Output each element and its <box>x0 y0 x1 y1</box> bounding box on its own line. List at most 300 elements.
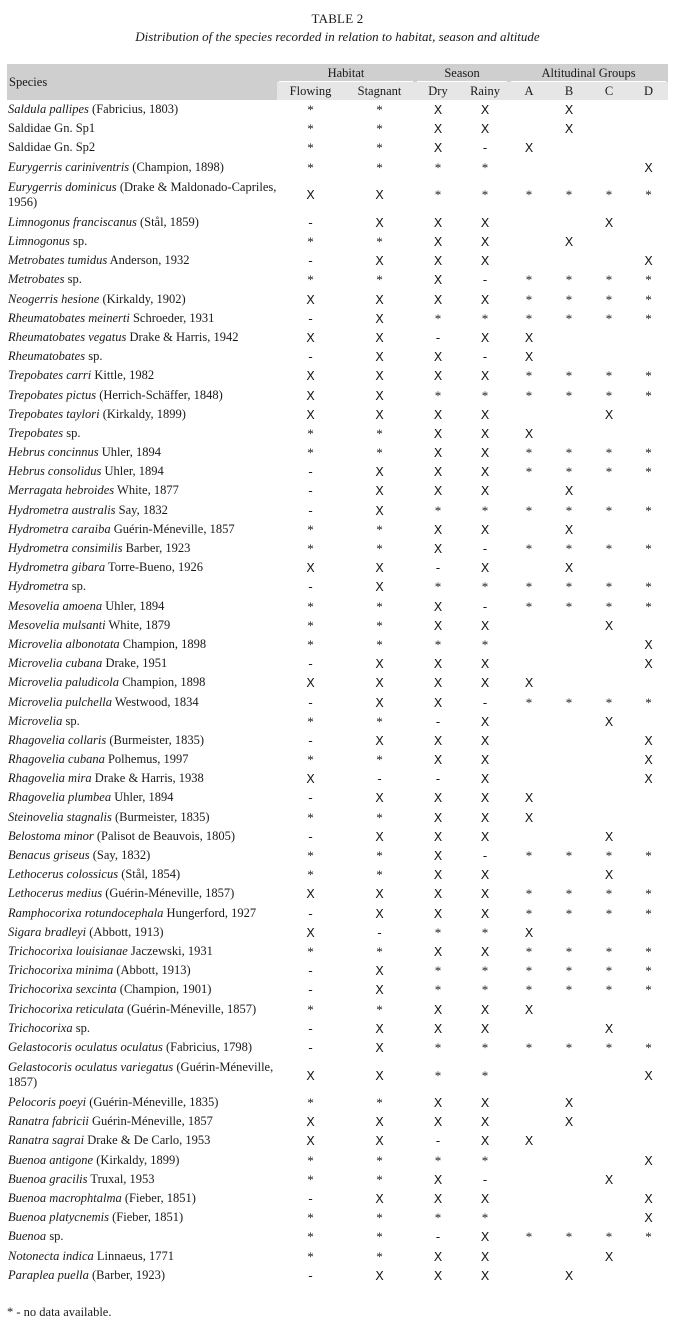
cell-rainy: * <box>481 187 489 203</box>
cell-b <box>549 424 589 443</box>
cell-rainy: - <box>482 1171 488 1187</box>
species-genus: Trepobates pictus <box>8 387 97 402</box>
cell-b: X <box>564 234 574 250</box>
group-header-season: Season <box>415 64 509 82</box>
cell-a: * <box>525 187 533 203</box>
cell-flowing: - <box>308 1039 313 1055</box>
cell-c <box>589 1151 629 1170</box>
cell-stagnant: * <box>376 598 383 614</box>
table-row <box>7 750 668 769</box>
cell-b: * <box>565 541 573 557</box>
cell-c <box>589 1266 629 1285</box>
cell-dry: * <box>434 187 442 203</box>
species-name-cell <box>7 846 277 865</box>
cell-stagnant: X <box>375 963 384 979</box>
species-distribution-table <box>7 64 668 1285</box>
species-author: (Fieber, 1851) <box>121 1191 196 1206</box>
cell-dry: * <box>434 159 442 175</box>
cell-c <box>589 731 629 750</box>
species-name-cell <box>7 999 277 1018</box>
cell-d <box>629 1093 668 1112</box>
cell-dry: X <box>433 483 443 499</box>
cell-d: * <box>645 464 652 480</box>
cell-stagnant: X <box>375 1133 384 1149</box>
cell-c: * <box>605 1229 613 1245</box>
cell-dry: * <box>434 1210 442 1226</box>
species-genus: Limnogonus <box>8 234 70 249</box>
cell-c: X <box>604 828 614 844</box>
cell-c: * <box>605 963 613 979</box>
cell-flowing: - <box>308 502 313 518</box>
cell-stagnant: X <box>375 502 384 518</box>
species-genus: Trichocorixa reticulata <box>8 1001 124 1016</box>
cell-b: X <box>564 1267 574 1283</box>
cell-flowing: - <box>308 694 313 710</box>
species-genus: Microvelia paludicola <box>8 675 119 690</box>
cell-b <box>549 827 589 846</box>
cell-d <box>629 232 668 251</box>
cell-b <box>549 999 589 1018</box>
cell-stagnant: X <box>375 1191 384 1207</box>
species-name-cell <box>7 1131 277 1150</box>
cell-a <box>509 750 549 769</box>
cell-b <box>549 635 589 654</box>
species-author: Guérin-Méneville, 1857 <box>110 521 235 536</box>
species-author: White, 1879 <box>105 617 171 632</box>
table-footnote: * - no data available. <box>7 1305 112 1319</box>
cell-dry: X <box>433 905 443 921</box>
table-row <box>7 1057 668 1093</box>
cell-rainy: X <box>480 1133 490 1149</box>
cell-flowing: X <box>306 387 315 403</box>
cell-rainy: - <box>482 598 488 614</box>
table-row <box>7 290 668 309</box>
cell-c: * <box>605 886 613 902</box>
species-author: Jaczewski, 1931 <box>127 943 213 958</box>
species-author: sp. <box>68 579 87 594</box>
species-name-cell <box>7 827 277 846</box>
cell-dry: X <box>433 541 443 557</box>
table-row <box>7 158 668 177</box>
species-author: Drake, 1951 <box>102 656 168 671</box>
cell-dry: X <box>433 521 443 537</box>
species-genus: Metrobates <box>8 272 65 287</box>
cell-rainy: X <box>480 771 490 787</box>
cell-dry: X <box>433 1248 443 1264</box>
cell-dry: X <box>433 1114 443 1130</box>
table-row <box>7 1151 668 1170</box>
table-body <box>7 100 668 1285</box>
cell-stagnant: X <box>375 291 384 307</box>
cell-flowing: * <box>307 140 314 156</box>
cell-c: * <box>605 848 613 864</box>
cell-a: * <box>525 502 533 518</box>
cell-rainy: X <box>480 828 490 844</box>
species-name-cell <box>7 712 277 731</box>
cell-dry: X <box>433 445 443 461</box>
cell-c: * <box>605 310 613 326</box>
cell-flowing: * <box>307 1171 314 1187</box>
cell-rainy: X <box>480 675 490 691</box>
cell-dry: X <box>433 675 443 691</box>
species-name-cell <box>7 961 277 980</box>
cell-stagnant: - <box>377 924 382 940</box>
cell-stagnant: X <box>375 828 384 844</box>
species-genus: Paraplea puella <box>8 1267 89 1282</box>
cell-rainy: * <box>481 636 489 652</box>
cell-a <box>509 119 549 138</box>
cell-d: * <box>645 387 652 403</box>
cell-c <box>589 328 629 347</box>
species-genus: Trichocorixa sexcinta <box>8 982 117 997</box>
cell-stagnant: X <box>375 387 384 403</box>
cell-rainy: - <box>482 140 488 156</box>
cell-b: X <box>564 121 574 137</box>
cell-c <box>589 750 629 769</box>
species-author: (Burmeister, 1835) <box>106 732 204 747</box>
species-name-cell <box>7 1170 277 1189</box>
cell-d <box>629 673 668 692</box>
cell-flowing: X <box>306 675 315 691</box>
species-name-cell <box>7 1266 277 1285</box>
cell-flowing: - <box>308 656 313 672</box>
cell-flowing: X <box>306 368 315 384</box>
species-author: (Herrich-Schäffer, 1848) <box>96 387 223 402</box>
cell-rainy: X <box>480 790 490 806</box>
cell-dry: X <box>433 464 443 480</box>
cell-stagnant: X <box>375 349 384 365</box>
cell-stagnant: * <box>376 102 383 118</box>
cell-a: * <box>525 1039 533 1055</box>
cell-dry: X <box>433 234 443 250</box>
cell-dry: X <box>433 1095 443 1111</box>
cell-flowing: X <box>306 560 315 576</box>
cell-a <box>509 558 549 577</box>
cell-dry: X <box>433 1267 443 1283</box>
cell-b <box>549 712 589 731</box>
table-row <box>7 1019 668 1038</box>
cell-stagnant: * <box>376 617 383 633</box>
table-row <box>7 138 668 157</box>
cell-rainy: X <box>480 560 490 576</box>
cell-a: X <box>524 425 534 441</box>
cell-dry: X <box>433 732 443 748</box>
cell-dry: X <box>433 140 443 156</box>
species-name-cell <box>7 328 277 347</box>
cell-rainy: * <box>481 982 489 998</box>
cell-b: * <box>565 579 573 595</box>
cell-c <box>589 808 629 827</box>
cell-dry: X <box>433 828 443 844</box>
cell-d: X <box>644 752 653 768</box>
cell-d: * <box>645 905 652 921</box>
table-row <box>7 213 668 232</box>
cell-b: * <box>565 694 573 710</box>
cell-rainy: X <box>480 483 490 499</box>
species-author: Saldidae Gn. Sp1 <box>8 121 96 136</box>
table-row <box>7 980 668 999</box>
species-genus: Steinovelia stagnalis <box>8 809 112 824</box>
cell-stagnant: * <box>376 867 383 883</box>
cell-d: X <box>644 1067 653 1083</box>
cell-stagnant: * <box>376 541 383 557</box>
cell-b <box>549 1208 589 1227</box>
species-author: Hungerford, 1927 <box>163 905 257 920</box>
species-genus: Microvelia pulchella <box>8 694 113 709</box>
cell-dry: - <box>435 771 441 787</box>
cell-d: * <box>645 694 652 710</box>
cell-a <box>509 827 549 846</box>
cell-dry: X <box>433 425 443 441</box>
cell-b: * <box>565 886 573 902</box>
cell-c: X <box>604 406 614 422</box>
cell-stagnant: - <box>377 771 382 787</box>
cell-stagnant: X <box>375 1114 384 1130</box>
cell-flowing: X <box>306 1133 315 1149</box>
cell-d <box>629 712 668 731</box>
cell-dry: X <box>433 617 443 633</box>
table-row <box>7 923 668 942</box>
cell-d: X <box>644 253 653 269</box>
cell-dry: X <box>433 1191 443 1207</box>
cell-dry: X <box>433 1001 443 1017</box>
cell-d <box>629 788 668 807</box>
cell-dry: X <box>433 291 443 307</box>
cell-d <box>629 1112 668 1131</box>
cell-b <box>549 673 589 692</box>
cell-dry: X <box>433 752 443 768</box>
cell-d: * <box>645 368 652 384</box>
species-author: sp. <box>64 272 82 287</box>
species-genus: Pelocoris poeyi <box>8 1095 87 1110</box>
cell-flowing: * <box>307 752 314 768</box>
cell-c <box>589 923 629 942</box>
cell-dry: X <box>433 656 443 672</box>
species-genus: Eurygerris dominicus <box>8 179 117 194</box>
table-row <box>7 328 668 347</box>
cell-stagnant: * <box>376 521 383 537</box>
cell-c: * <box>605 1039 613 1055</box>
species-author: Drake & De Carlo, 1953 <box>84 1133 211 1148</box>
species-author: (Kirkaldy, 1899) <box>99 406 186 421</box>
cell-d: X <box>644 732 653 748</box>
cell-a: X <box>524 1133 534 1149</box>
species-genus: Rheumatobates meinerti <box>8 310 130 325</box>
cell-c <box>589 673 629 692</box>
cell-d: * <box>645 963 652 979</box>
species-author: sp. <box>63 425 81 440</box>
cell-d <box>629 424 668 443</box>
species-name-cell <box>7 884 277 903</box>
species-name-cell <box>7 980 277 999</box>
cell-rainy: * <box>481 387 489 403</box>
cell-rainy: * <box>481 159 489 175</box>
cell-rainy: X <box>480 867 490 883</box>
cell-c <box>589 635 629 654</box>
cell-b <box>549 769 589 788</box>
species-author: Guérin-Méneville, 1857 <box>88 1114 213 1129</box>
cell-d <box>629 520 668 539</box>
species-genus: Hydrometra australis <box>8 502 116 517</box>
cell-flowing: * <box>307 1095 314 1111</box>
cell-d: * <box>645 579 652 595</box>
cell-d: * <box>645 272 652 288</box>
species-author: (Guérin-Méneville, 1835) <box>86 1095 219 1110</box>
cell-a: * <box>525 272 533 288</box>
cell-a: * <box>525 982 533 998</box>
species-name-cell <box>7 597 277 616</box>
cell-a <box>509 769 549 788</box>
cell-flowing: - <box>308 982 313 998</box>
species-author: sp. <box>69 234 88 249</box>
cell-rainy: X <box>480 121 490 137</box>
cell-d: * <box>645 310 652 326</box>
species-author: sp. <box>72 1020 90 1035</box>
cell-c: X <box>604 617 614 633</box>
species-name-cell <box>7 309 277 328</box>
cell-b <box>549 1189 589 1208</box>
cell-d <box>629 616 668 635</box>
cell-flowing: * <box>307 598 314 614</box>
column-header-rainy: Rainy <box>461 82 509 100</box>
cell-dry: * <box>434 1039 442 1055</box>
cell-dry: - <box>435 560 441 576</box>
cell-a <box>509 635 549 654</box>
species-author: sp. <box>46 1229 64 1244</box>
species-name-cell <box>7 1208 277 1227</box>
cell-d: * <box>645 848 652 864</box>
cell-b <box>549 347 589 366</box>
cell-c: * <box>605 291 613 307</box>
cell-b: * <box>565 848 573 864</box>
cell-d: X <box>644 1152 653 1168</box>
species-author: Uhler, 1894 <box>111 790 174 805</box>
cell-dry: * <box>434 1152 442 1168</box>
cell-stagnant: X <box>375 253 384 269</box>
cell-b <box>549 213 589 232</box>
cell-flowing: - <box>308 349 313 365</box>
column-header-b: B <box>549 82 589 100</box>
cell-a: X <box>524 140 534 156</box>
cell-a: X <box>524 924 534 940</box>
species-genus: Microvelia cubana <box>8 656 103 671</box>
cell-d: X <box>644 636 653 652</box>
cell-flowing: - <box>308 1267 313 1283</box>
cell-rainy: * <box>481 963 489 979</box>
cell-rainy: X <box>480 234 490 250</box>
species-author: (Say, 1832) <box>89 848 151 863</box>
cell-a: * <box>525 598 533 614</box>
species-genus: Mesovelia mulsanti <box>8 617 106 632</box>
cell-a <box>509 1247 549 1266</box>
cell-rainy: X <box>480 1229 490 1245</box>
species-genus: Buenoa <box>8 1229 47 1244</box>
table-row <box>7 347 668 366</box>
cell-dry: - <box>435 1229 441 1245</box>
table-row <box>7 769 668 788</box>
cell-rainy: * <box>481 1039 489 1055</box>
species-author: Anderson, 1932 <box>107 253 190 268</box>
cell-stagnant: * <box>376 1171 383 1187</box>
table-row <box>7 1038 668 1057</box>
table-row <box>7 635 668 654</box>
cell-d <box>629 481 668 500</box>
cell-stagnant: * <box>376 713 383 729</box>
cell-c <box>589 999 629 1018</box>
cell-d <box>629 405 668 424</box>
species-genus: Ranatra fabricii <box>8 1114 89 1129</box>
cell-flowing: X <box>306 886 315 902</box>
cell-flowing: * <box>307 809 314 825</box>
cell-rainy: X <box>480 445 490 461</box>
cell-c <box>589 138 629 157</box>
species-name-cell <box>7 501 277 520</box>
cell-rainy: X <box>480 1095 490 1111</box>
species-genus: Hydrometra gibara <box>8 560 106 575</box>
species-genus: Lethocerus colossicus <box>8 867 119 882</box>
table-row <box>7 520 668 539</box>
cell-b: X <box>564 1095 574 1111</box>
table-row <box>7 999 668 1018</box>
species-name-cell <box>7 692 277 711</box>
cell-stagnant: X <box>375 310 384 326</box>
cell-rainy: X <box>480 732 490 748</box>
cell-b: * <box>565 598 573 614</box>
table-row <box>7 232 668 251</box>
species-author: Drake & Harris, 1942 <box>126 329 239 344</box>
cell-stagnant: * <box>376 272 383 288</box>
cell-a: * <box>525 943 533 959</box>
species-name-cell <box>7 520 277 539</box>
cell-a <box>509 654 549 673</box>
cell-flowing: * <box>307 867 314 883</box>
cell-stagnant: X <box>375 214 384 230</box>
cell-d: * <box>645 598 652 614</box>
species-author: (Fieber, 1851) <box>109 1210 184 1225</box>
species-name-cell <box>7 462 277 481</box>
cell-flowing: * <box>307 713 314 729</box>
cell-d <box>629 328 668 347</box>
species-genus: Rhagovelia mira <box>8 771 92 786</box>
cell-b: * <box>565 943 573 959</box>
table-row <box>7 673 668 692</box>
table-row <box>7 616 668 635</box>
cell-b <box>549 251 589 270</box>
table-row <box>7 712 668 731</box>
cell-rainy: * <box>481 1210 489 1226</box>
cell-c <box>589 1131 629 1150</box>
species-author: (Fabricius, 1798) <box>162 1039 253 1054</box>
species-author: (Kirkaldy, 1902) <box>99 291 186 306</box>
cell-flowing: * <box>307 445 314 461</box>
cell-d <box>629 1170 668 1189</box>
table-row <box>7 1093 668 1112</box>
cell-c <box>589 1189 629 1208</box>
cell-c: * <box>605 541 613 557</box>
species-genus: Hydrometra caraiba <box>8 521 111 536</box>
cell-dry: * <box>434 963 442 979</box>
cell-a <box>509 520 549 539</box>
table-row <box>7 558 668 577</box>
table-row <box>7 788 668 807</box>
cell-a: X <box>524 809 534 825</box>
column-header-stagnant: Stagnant <box>344 82 415 100</box>
species-author: Uhler, 1894 <box>102 598 165 613</box>
table-row <box>7 1247 668 1266</box>
cell-c: * <box>605 272 613 288</box>
cell-b: * <box>565 387 573 403</box>
cell-b <box>549 1131 589 1150</box>
